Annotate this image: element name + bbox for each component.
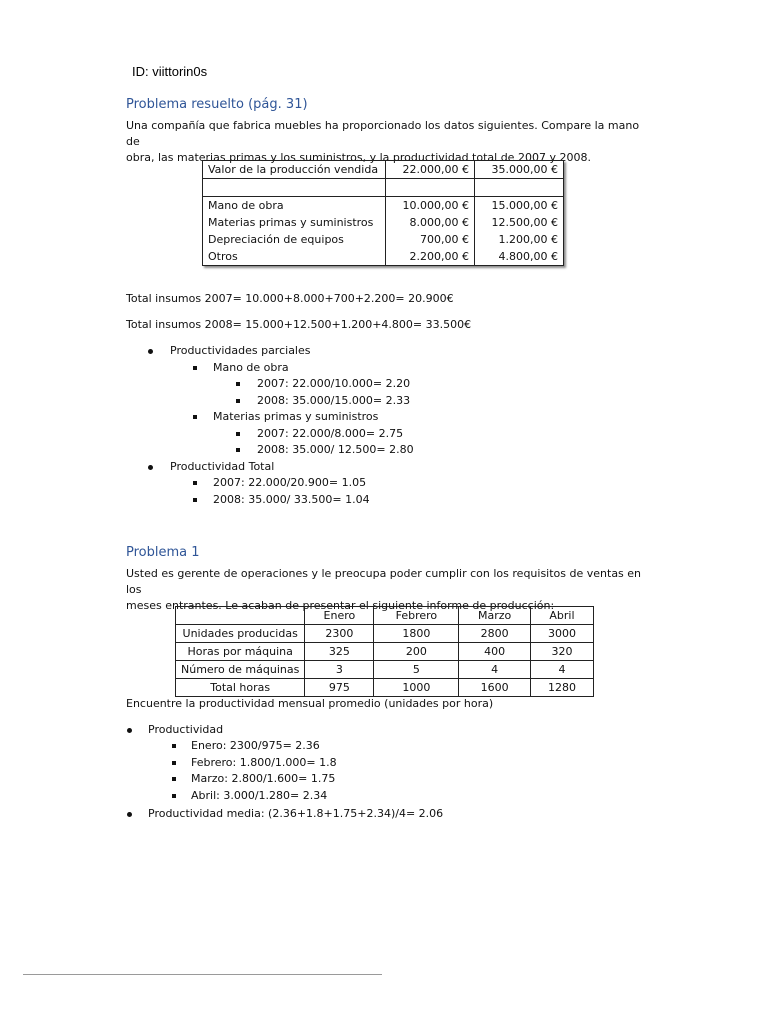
table-cell: 1800 [374,625,459,643]
list-item: Productividad [148,723,224,736]
list-item: Productividad Total [170,460,275,473]
table-cell: 1000 [374,679,459,697]
list-item: 2008: 35.000/ 33.500= 1.04 [213,493,370,506]
table-cell: 320 [530,643,593,661]
table-cell: Mano de obra [203,197,386,215]
list-item: Abril: 3.000/1.280= 2.34 [191,789,328,802]
table-header-cell: Abril [530,607,593,625]
table-row [176,679,594,697]
table-cell: 3 [305,661,374,679]
table-cell: 2.200,00 € [386,248,475,266]
bullet-square-icon [172,794,176,798]
table-cell: Número de máquinas [176,661,305,679]
table-cell: 1.200,00 € [475,231,564,248]
table-cell: 8.000,00 € [386,214,475,231]
table-row [203,179,564,197]
table-cell: 400 [459,643,531,661]
total-insumos-2008: Total insumos 2008= 15.000+12.500+1.200+4.800= 33.500€ [126,318,472,331]
table-row [176,661,594,679]
section-title-problema-1: Problema 1 [126,545,200,560]
table-row [203,214,564,231]
bullet-dot-icon [148,465,153,470]
list-item: 2007: 22.000/10.000= 2.20 [257,377,411,390]
table-header-cell: Enero [305,607,374,625]
list-item: Productividad media: (2.36+1.8+1.75+2.34)/4= 2.06 [148,807,444,820]
table-cell [475,179,564,197]
problema-resuelto-intro [126,118,646,166]
list-item: Marzo: 2.800/1.600= 1.75 [191,772,336,785]
table-cell [203,179,386,197]
list-item: 2008: 35.000/15.000= 2.33 [257,394,411,407]
bullet-dot-icon [148,349,153,354]
footer-divider [23,974,382,975]
table-cell: Materias primas y suministros [203,214,386,231]
table-cell: 4 [459,661,531,679]
table-row [176,625,594,643]
bullet-square-icon [172,744,176,748]
table-cell [386,179,475,197]
table-row [176,643,594,661]
intro-line: meses entrantes. Le acaban de presentar el siguiente informe de producción: [126,599,555,612]
list-item: Mano de obra [213,361,289,374]
table-cell: 325 [305,643,374,661]
table-cell: Horas por máquina [176,643,305,661]
table-row [203,231,564,248]
section-title-problema-resuelto: Problema resuelto (pág. 31) [126,97,308,112]
table-cell: 22.000,00 € [386,161,475,179]
table-cell: 975 [305,679,374,697]
table-header-cell: Febrero [374,607,459,625]
list-item: 2007: 22.000/8.000= 2.75 [257,427,404,440]
table-header-cell [176,607,305,625]
bullet-square-icon [193,498,197,502]
list-item: 2008: 35.000/ 12.500= 2.80 [257,443,414,456]
table-cell: 2300 [305,625,374,643]
bullet-square-icon [236,382,240,386]
bullet-square-icon [236,399,240,403]
table-cell: 5 [374,661,459,679]
bullet-square-icon [236,448,240,452]
table-row [203,197,564,215]
table-cell: 2800 [459,625,531,643]
table-cell: 10.000,00 € [386,197,475,215]
bullet-square-icon [172,777,176,781]
list-item: Materias primas y suministros [213,410,379,423]
bullet-dot-icon [127,812,132,817]
table-cell: Otros [203,248,386,266]
table-cell: 700,00 € [386,231,475,248]
list-item: Febrero: 1.800/1.000= 1.8 [191,756,337,769]
list-item: Enero: 2300/975= 2.36 [191,739,320,752]
table-cell: 15.000,00 € [475,197,564,215]
table-cell: Valor de la producción vendida [203,161,386,179]
bullet-square-icon [236,432,240,436]
table-header-cell: Marzo [459,607,531,625]
table-cell: Unidades producidas [176,625,305,643]
production-data-table [202,160,564,266]
table-cell: 1280 [530,679,593,697]
intro-line: Una compañía que fabrica muebles ha proporcionado los datos siguientes. Compare la mano de [126,119,640,148]
total-insumos-2007: Total insumos 2007= 10.000+8.000+700+2.200= 20.900€ [126,292,454,305]
problema-1-question: Encuentre la productividad mensual promedio (unidades por hora) [126,697,494,710]
bullet-dot-icon [127,728,132,733]
table-cell: 12.500,00 € [475,214,564,231]
production-report-table [175,606,594,697]
table-row [203,248,564,266]
intro-line: Usted es gerente de operaciones y le preocupa poder cumplir con los requisitos de ventas en los [126,567,642,596]
table-cell: 4 [530,661,593,679]
document-id: ID: viittorin0s [132,64,208,79]
bullet-square-icon [193,366,197,370]
table-cell: 35.000,00 € [475,161,564,179]
list-item: 2007: 22.000/20.900= 1.05 [213,476,367,489]
table-row [203,161,564,179]
table-cell: 200 [374,643,459,661]
intro-line: obra, las materias primas y los suministros, y la productividad total de 2007 y 2008. [126,151,591,164]
table-cell: Depreciación de equipos [203,231,386,248]
table-header-row [176,607,594,625]
table-cell: 1600 [459,679,531,697]
bullet-square-icon [193,481,197,485]
list-item: Productividades parciales [170,344,311,357]
bullet-square-icon [172,761,176,765]
table-cell: 4.800,00 € [475,248,564,266]
bullet-square-icon [193,415,197,419]
table-cell: Total horas [176,679,305,697]
table-cell: 3000 [530,625,593,643]
